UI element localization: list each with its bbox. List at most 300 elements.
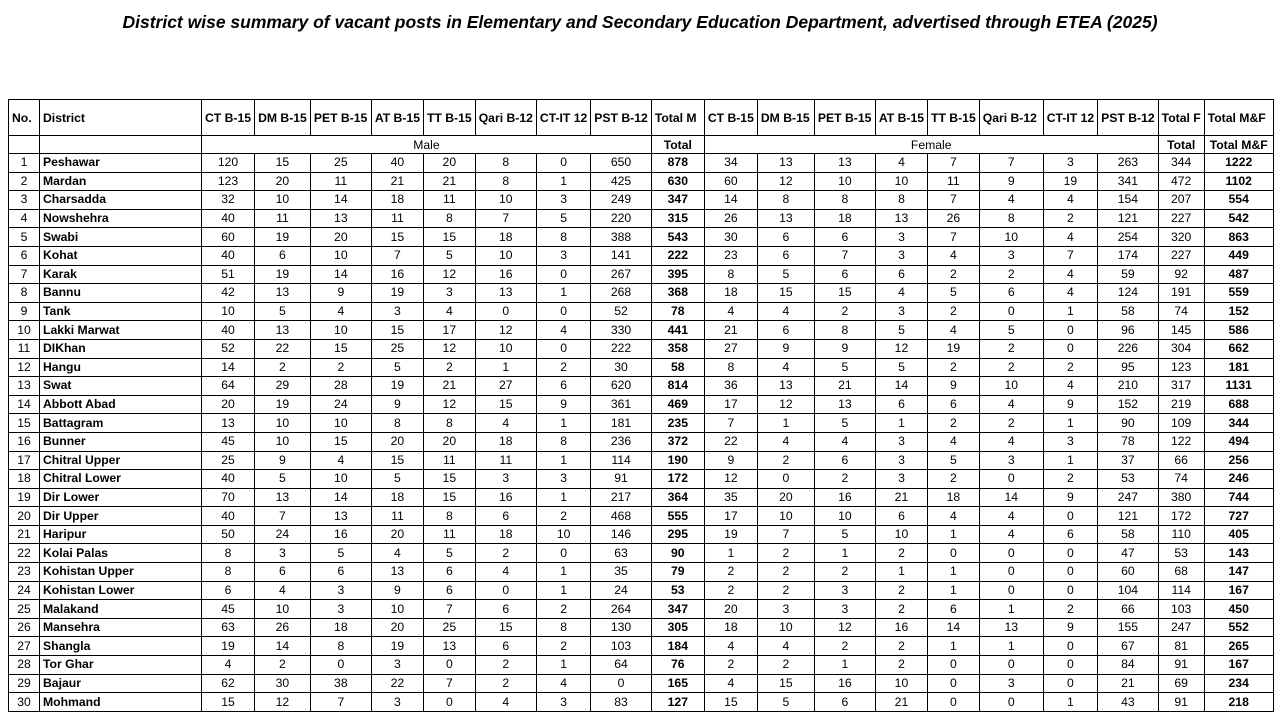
female-value-cell: 4: [1043, 191, 1097, 210]
male-value-cell: 4: [202, 656, 255, 675]
total-f-cell: 68: [1158, 563, 1204, 582]
district-name: Mardan: [40, 172, 202, 191]
female-value-cell: 13: [814, 154, 875, 173]
total-m-cell: 368: [651, 284, 704, 303]
total-f-cell: 66: [1158, 451, 1204, 470]
district-name: Tank: [40, 302, 202, 321]
female-value-cell: 2: [1043, 209, 1097, 228]
female-value-cell: 5: [814, 414, 875, 433]
female-value-cell: 1: [814, 656, 875, 675]
total-mf-cell: 246: [1204, 470, 1273, 489]
row-number: 17: [9, 451, 40, 470]
male-value-cell: 8: [475, 172, 536, 191]
col-header-female: AT B-15: [875, 100, 927, 136]
total-mf-cell: 559: [1204, 284, 1273, 303]
male-value-cell: 361: [591, 395, 652, 414]
female-value-cell: 1: [875, 563, 927, 582]
female-value-cell: 6: [757, 228, 814, 247]
male-value-cell: 11: [423, 451, 475, 470]
female-value-cell: 4: [704, 302, 757, 321]
female-value-cell: 2: [979, 339, 1043, 358]
female-value-cell: 26: [704, 209, 757, 228]
female-value-cell: 21: [875, 488, 927, 507]
male-value-cell: 26: [255, 618, 311, 637]
female-value-cell: 2: [757, 563, 814, 582]
male-value-cell: 8: [371, 414, 423, 433]
male-value-cell: 5: [255, 470, 311, 489]
female-value-cell: 27: [704, 339, 757, 358]
female-value-cell: 13: [757, 377, 814, 396]
row-number: 16: [9, 432, 40, 451]
female-value-cell: 6: [757, 321, 814, 340]
female-value-cell: 8: [757, 191, 814, 210]
female-value-cell: 174: [1098, 246, 1159, 265]
total-mf-cell: 147: [1204, 563, 1273, 582]
female-value-cell: 9: [757, 339, 814, 358]
total-m-cell: 79: [651, 563, 704, 582]
female-value-cell: 12: [704, 470, 757, 489]
table-row: [9, 470, 1274, 489]
female-value-cell: 3: [757, 600, 814, 619]
female-value-cell: 60: [1098, 563, 1159, 582]
male-value-cell: 10: [255, 600, 311, 619]
male-value-cell: 40: [202, 209, 255, 228]
female-value-cell: 4: [928, 321, 980, 340]
district-name: Peshawar: [40, 154, 202, 173]
female-value-cell: 0: [979, 302, 1043, 321]
male-value-cell: 83: [591, 693, 652, 712]
row-number: 29: [9, 674, 40, 693]
male-value-cell: 8: [423, 414, 475, 433]
male-value-cell: 19: [371, 377, 423, 396]
total-f-cell: 91: [1158, 693, 1204, 712]
table-row: [9, 191, 1274, 210]
district-name: Charsadda: [40, 191, 202, 210]
female-value-cell: 2: [928, 302, 980, 321]
male-value-cell: 6: [475, 600, 536, 619]
total-f-cell: 110: [1158, 525, 1204, 544]
male-value-cell: 3: [423, 284, 475, 303]
female-value-cell: 36: [704, 377, 757, 396]
total-mf-cell: 727: [1204, 507, 1273, 526]
total-m-cell: 469: [651, 395, 704, 414]
male-value-cell: 5: [371, 470, 423, 489]
female-value-cell: 3: [875, 228, 927, 247]
table-row: [9, 618, 1274, 637]
female-value-cell: 19: [928, 339, 980, 358]
female-value-cell: 0: [1043, 581, 1097, 600]
female-value-cell: 12: [757, 172, 814, 191]
male-value-cell: 20: [310, 228, 371, 247]
male-value-cell: 103: [591, 637, 652, 656]
male-value-cell: 60: [202, 228, 255, 247]
total-f-cell: 344: [1158, 154, 1204, 173]
male-value-cell: 42: [202, 284, 255, 303]
row-number: 13: [9, 377, 40, 396]
female-value-cell: 23: [704, 246, 757, 265]
female-value-cell: 13: [814, 395, 875, 414]
total-m-cell: 58: [651, 358, 704, 377]
female-value-cell: 263: [1098, 154, 1159, 173]
male-value-cell: 3: [310, 600, 371, 619]
female-value-cell: 59: [1098, 265, 1159, 284]
male-value-cell: 4: [475, 693, 536, 712]
female-value-cell: 2: [875, 600, 927, 619]
female-value-cell: 22: [704, 432, 757, 451]
male-value-cell: 18: [371, 488, 423, 507]
row-number: 26: [9, 618, 40, 637]
male-value-cell: 7: [423, 600, 475, 619]
female-value-cell: 8: [875, 191, 927, 210]
female-value-cell: 9: [1043, 488, 1097, 507]
male-value-cell: 15: [255, 154, 311, 173]
vacant-posts-table: [8, 99, 1274, 712]
table-row: [9, 246, 1274, 265]
male-value-cell: 21: [371, 172, 423, 191]
female-value-cell: 47: [1098, 544, 1159, 563]
female-value-cell: 16: [875, 618, 927, 637]
male-value-cell: 220: [591, 209, 652, 228]
male-value-cell: 3: [310, 581, 371, 600]
male-value-cell: 16: [371, 265, 423, 284]
female-value-cell: 4: [757, 302, 814, 321]
row-number: 21: [9, 525, 40, 544]
row-number: 1: [9, 154, 40, 173]
male-value-cell: 0: [423, 693, 475, 712]
female-value-cell: 5: [875, 321, 927, 340]
col-header-total-m: Total M: [651, 100, 704, 136]
male-value-cell: 4: [371, 544, 423, 563]
district-name: Bannu: [40, 284, 202, 303]
female-value-cell: 7: [979, 154, 1043, 173]
male-value-cell: 15: [371, 228, 423, 247]
female-value-cell: 5: [757, 693, 814, 712]
female-value-cell: 35: [704, 488, 757, 507]
male-value-cell: 29: [255, 377, 311, 396]
total-m-cell: 555: [651, 507, 704, 526]
male-value-cell: 2: [255, 358, 311, 377]
male-value-cell: 264: [591, 600, 652, 619]
total-f-cell: 380: [1158, 488, 1204, 507]
row-number: 12: [9, 358, 40, 377]
male-value-cell: 15: [310, 432, 371, 451]
group-header-blank: [9, 136, 40, 154]
total-m-cell: 190: [651, 451, 704, 470]
male-value-cell: 222: [591, 339, 652, 358]
male-value-cell: 10: [310, 321, 371, 340]
col-header-district: District: [40, 100, 202, 136]
female-value-cell: 20: [704, 600, 757, 619]
female-value-cell: 10: [875, 525, 927, 544]
female-value-cell: 6: [875, 265, 927, 284]
row-number: 7: [9, 265, 40, 284]
district-name: Dir Upper: [40, 507, 202, 526]
male-value-cell: 1: [536, 563, 590, 582]
female-value-cell: 3: [1043, 154, 1097, 173]
male-value-cell: 4: [423, 302, 475, 321]
row-number: 3: [9, 191, 40, 210]
female-value-cell: 4: [875, 154, 927, 173]
table-row: [9, 228, 1274, 247]
table-row: [9, 637, 1274, 656]
table-row: [9, 284, 1274, 303]
total-f-cell: 304: [1158, 339, 1204, 358]
male-value-cell: 19: [202, 637, 255, 656]
total-f-cell: 317: [1158, 377, 1204, 396]
male-value-cell: 9: [310, 284, 371, 303]
female-value-cell: 34: [704, 154, 757, 173]
female-value-cell: 4: [757, 358, 814, 377]
male-value-cell: 40: [371, 154, 423, 173]
male-value-cell: 19: [255, 228, 311, 247]
female-value-cell: 4: [1043, 377, 1097, 396]
male-value-cell: 10: [202, 302, 255, 321]
male-value-cell: 12: [475, 321, 536, 340]
group-header-male: Male: [202, 136, 652, 154]
male-value-cell: 123: [202, 172, 255, 191]
female-value-cell: 9: [1043, 618, 1097, 637]
male-value-cell: 146: [591, 525, 652, 544]
total-m-cell: 630: [651, 172, 704, 191]
female-value-cell: 1: [928, 637, 980, 656]
female-value-cell: 3: [814, 581, 875, 600]
district-name: Chitral Lower: [40, 470, 202, 489]
male-value-cell: 8: [536, 618, 590, 637]
male-value-cell: 6: [475, 507, 536, 526]
female-value-cell: 15: [757, 284, 814, 303]
male-value-cell: 5: [423, 544, 475, 563]
district-name: Malakand: [40, 600, 202, 619]
district-name: DIKhan: [40, 339, 202, 358]
male-value-cell: 3: [371, 302, 423, 321]
female-value-cell: 210: [1098, 377, 1159, 396]
group-header-total-mf: Total M&F: [1204, 136, 1273, 154]
female-value-cell: 43: [1098, 693, 1159, 712]
total-m-cell: 347: [651, 191, 704, 210]
male-value-cell: 18: [371, 191, 423, 210]
female-value-cell: 1: [757, 414, 814, 433]
female-value-cell: 16: [814, 488, 875, 507]
total-mf-cell: 688: [1204, 395, 1273, 414]
female-value-cell: 0: [979, 544, 1043, 563]
male-value-cell: 45: [202, 432, 255, 451]
female-value-cell: 90: [1098, 414, 1159, 433]
male-value-cell: 11: [255, 209, 311, 228]
male-value-cell: 2: [536, 600, 590, 619]
female-value-cell: 13: [979, 618, 1043, 637]
male-value-cell: 52: [591, 302, 652, 321]
female-value-cell: 9: [928, 377, 980, 396]
row-number: 15: [9, 414, 40, 433]
male-value-cell: 2: [536, 637, 590, 656]
total-m-cell: 358: [651, 339, 704, 358]
male-value-cell: 8: [475, 154, 536, 173]
female-value-cell: 12: [814, 618, 875, 637]
male-value-cell: 38: [310, 674, 371, 693]
total-f-cell: 227: [1158, 209, 1204, 228]
female-value-cell: 0: [979, 656, 1043, 675]
total-mf-cell: 405: [1204, 525, 1273, 544]
male-value-cell: 620: [591, 377, 652, 396]
row-number: 11: [9, 339, 40, 358]
district-name: Dir Lower: [40, 488, 202, 507]
female-value-cell: 2: [704, 581, 757, 600]
female-value-cell: 3: [979, 246, 1043, 265]
female-value-cell: 21: [1098, 674, 1159, 693]
female-value-cell: 1: [928, 525, 980, 544]
female-value-cell: 247: [1098, 488, 1159, 507]
male-value-cell: 62: [202, 674, 255, 693]
col-header-male: CT B-15: [202, 100, 255, 136]
female-value-cell: 2: [757, 451, 814, 470]
female-value-cell: 53: [1098, 470, 1159, 489]
male-value-cell: 70: [202, 488, 255, 507]
male-value-cell: 425: [591, 172, 652, 191]
col-header-male: CT-IT 12: [536, 100, 590, 136]
table-row: [9, 358, 1274, 377]
male-value-cell: 52: [202, 339, 255, 358]
female-value-cell: 2: [875, 637, 927, 656]
row-number: 20: [9, 507, 40, 526]
male-value-cell: 14: [255, 637, 311, 656]
male-value-cell: 114: [591, 451, 652, 470]
female-value-cell: 2: [814, 637, 875, 656]
male-value-cell: 8: [423, 507, 475, 526]
female-value-cell: 8: [704, 265, 757, 284]
female-value-cell: 19: [1043, 172, 1097, 191]
male-value-cell: 18: [475, 525, 536, 544]
female-value-cell: 1: [1043, 451, 1097, 470]
total-mf-cell: 265: [1204, 637, 1273, 656]
female-value-cell: 5: [814, 358, 875, 377]
header-row: [9, 100, 1274, 136]
female-value-cell: 1: [814, 544, 875, 563]
male-value-cell: 10: [475, 246, 536, 265]
col-header-female: CT B-15: [704, 100, 757, 136]
total-m-cell: 441: [651, 321, 704, 340]
female-value-cell: 10: [875, 172, 927, 191]
table-row: [9, 544, 1274, 563]
male-value-cell: 0: [310, 656, 371, 675]
total-f-cell: 207: [1158, 191, 1204, 210]
district-name: Battagram: [40, 414, 202, 433]
group-header-total: Total: [1158, 136, 1204, 154]
female-value-cell: 18: [704, 284, 757, 303]
total-mf-cell: 586: [1204, 321, 1273, 340]
female-value-cell: 2: [979, 358, 1043, 377]
female-value-cell: 2: [814, 563, 875, 582]
district-name: Shangla: [40, 637, 202, 656]
male-value-cell: 30: [255, 674, 311, 693]
female-value-cell: 2: [814, 470, 875, 489]
total-mf-cell: 552: [1204, 618, 1273, 637]
total-f-cell: 247: [1158, 618, 1204, 637]
total-mf-cell: 542: [1204, 209, 1273, 228]
district-name: Haripur: [40, 525, 202, 544]
male-value-cell: 249: [591, 191, 652, 210]
male-value-cell: 5: [255, 302, 311, 321]
male-value-cell: 5: [536, 209, 590, 228]
table-row: [9, 451, 1274, 470]
male-value-cell: 388: [591, 228, 652, 247]
female-value-cell: 10: [814, 172, 875, 191]
total-m-cell: 295: [651, 525, 704, 544]
total-m-cell: 53: [651, 581, 704, 600]
female-value-cell: 0: [928, 674, 980, 693]
male-value-cell: 120: [202, 154, 255, 173]
total-mf-cell: 487: [1204, 265, 1273, 284]
female-value-cell: 3: [875, 451, 927, 470]
district-name: Nowshehra: [40, 209, 202, 228]
female-value-cell: 7: [814, 246, 875, 265]
female-value-cell: 6: [814, 228, 875, 247]
male-value-cell: 3: [536, 470, 590, 489]
female-value-cell: 0: [1043, 656, 1097, 675]
male-value-cell: 21: [423, 172, 475, 191]
male-value-cell: 20: [371, 525, 423, 544]
total-m-cell: 878: [651, 154, 704, 173]
female-value-cell: 10: [979, 228, 1043, 247]
male-value-cell: 10: [475, 339, 536, 358]
table-row: [9, 209, 1274, 228]
male-value-cell: 6: [255, 563, 311, 582]
district-name: Swat: [40, 377, 202, 396]
male-value-cell: 12: [255, 693, 311, 712]
female-value-cell: 30: [704, 228, 757, 247]
male-value-cell: 7: [371, 246, 423, 265]
total-m-cell: 347: [651, 600, 704, 619]
female-value-cell: 21: [704, 321, 757, 340]
total-f-cell: 191: [1158, 284, 1204, 303]
total-f-cell: 320: [1158, 228, 1204, 247]
female-value-cell: 2: [757, 656, 814, 675]
female-value-cell: 121: [1098, 507, 1159, 526]
male-value-cell: 35: [591, 563, 652, 582]
female-value-cell: 10: [875, 674, 927, 693]
female-value-cell: 8: [704, 358, 757, 377]
male-value-cell: 236: [591, 432, 652, 451]
male-value-cell: 25: [202, 451, 255, 470]
male-value-cell: 10: [255, 432, 311, 451]
female-value-cell: 14: [875, 377, 927, 396]
female-value-cell: 4: [704, 637, 757, 656]
female-value-cell: 155: [1098, 618, 1159, 637]
female-value-cell: 1: [1043, 414, 1097, 433]
male-value-cell: 1: [536, 172, 590, 191]
table-row: [9, 321, 1274, 340]
female-value-cell: 6: [875, 395, 927, 414]
female-value-cell: 13: [757, 209, 814, 228]
district-name: Mohmand: [40, 693, 202, 712]
male-value-cell: 4: [536, 674, 590, 693]
female-value-cell: 20: [757, 488, 814, 507]
male-value-cell: 10: [310, 246, 371, 265]
male-value-cell: 17: [423, 321, 475, 340]
col-header-female: Qari B-12: [979, 100, 1043, 136]
total-m-cell: 184: [651, 637, 704, 656]
col-header-male: PST B-12: [591, 100, 652, 136]
district-name: Abbott Abad: [40, 395, 202, 414]
male-value-cell: 91: [591, 470, 652, 489]
district-name: Bajaur: [40, 674, 202, 693]
total-mf-cell: 450: [1204, 600, 1273, 619]
total-mf-cell: 449: [1204, 246, 1273, 265]
male-value-cell: 19: [371, 284, 423, 303]
col-header-female: PST B-12: [1098, 100, 1159, 136]
male-value-cell: 9: [371, 581, 423, 600]
total-f-cell: 74: [1158, 302, 1204, 321]
male-value-cell: 2: [475, 656, 536, 675]
